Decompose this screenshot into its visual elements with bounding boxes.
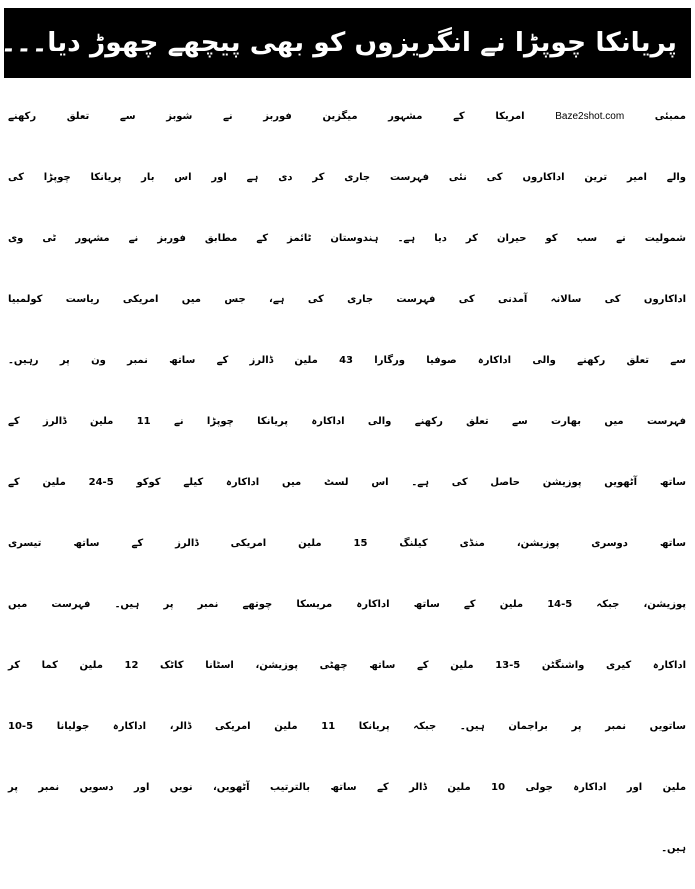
- article-line: ساتویں نمبر پر براجمان ہیں۔ جبکہ پریانکا 11 ملین امریکی ڈالر، اداکارہ جولیانا 5-10: [8, 721, 686, 732]
- article-body: [4, 86, 690, 879]
- article-line: پوزیشن، جبکہ 5-14 ملین کے ساتھ اداکارہ مریسکا چوتھے نمبر پر ہیں۔ فہرست میں: [8, 599, 686, 610]
- article-line: ہیں۔: [661, 843, 686, 854]
- article-line: والے امیر ترین اداکاروں کی نئی فہرست جاری کر دی ہے اور اس بار پریانکا چوپڑا کی: [8, 172, 686, 183]
- article-line: ملین اور اداکارہ جولی 10 ملین ڈالر کے ساتھ بالترتیب آٹھویں، نویں اور دسویں نمبر پر: [8, 782, 687, 793]
- headline-banner: [0, 8, 691, 78]
- article-line: شمولیت نے سب کو حیران کر دیا ہے۔ ہندوستان ٹائمز کے مطابق فوربز نے مشہور ٹی وی: [8, 233, 686, 244]
- article-line: ساتھ دوسری پوزیشن، منڈی کیلنگ 15 ملین امریکی ڈالرز کے ساتھ تیسری: [8, 538, 686, 549]
- article-line: ساتھ آٹھویں پوزیشن حاصل کی ہے۔ اس لسٹ میں اداکارہ کیلے کوکو 5-24 ملین کے: [8, 477, 686, 488]
- headline-title: پریانکا چوپڑا نے انگریزوں کو بھی پیچھے چھوڑ دیا۔۔۔: [0, 27, 677, 58]
- source-site: Baze2shot.com: [555, 111, 625, 122]
- article-line: [4, 86, 690, 147]
- article-line-text: امریکا کے مشہور میگزین فوربز نے شوبز سے تعلق رکھنے: [8, 111, 556, 122]
- article-line: فہرست میں بھارت سے تعلق رکھنے والی اداکارہ پریانکا چوپڑا نے 11 ملین ڈالرز کے: [8, 416, 686, 427]
- dateline-city: ممبئی: [624, 111, 686, 122]
- article-line: اداکاروں کی سالانہ آمدنی کی فہرست جاری کی ہے، جس میں امریکی ریاست کولمبیا: [8, 294, 686, 305]
- article-line: اداکارہ کیری واشنگٹن 5-13 ملین کے ساتھ چھٹی پوزیشن، اسٹانا کاٹک 12 ملین کما کر: [8, 660, 687, 671]
- article-line: سے تعلق رکھنے والی اداکارہ صوفیا ورگارا 43 ملین ڈالرز کے ساتھ نمبر ون پر رہیں۔: [8, 355, 686, 366]
